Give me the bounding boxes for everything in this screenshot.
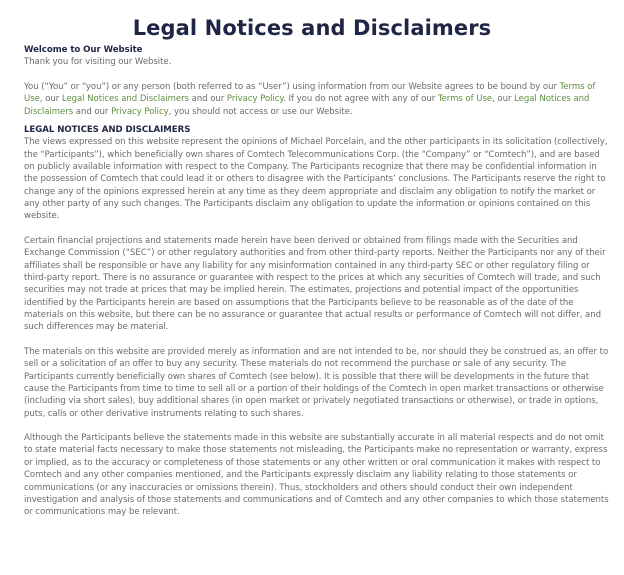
agreement-text: and our <box>73 106 112 117</box>
page-content <box>24 44 610 531</box>
terms-of-use-link[interactable]: Terms of Use <box>437 94 493 105</box>
agreement-paragraph <box>24 81 610 118</box>
agreement-text: , you should not access or use our Website. <box>168 106 353 117</box>
privacy-policy-link[interactable]: Privacy Policy <box>111 106 169 117</box>
legal-notices-link[interactable]: Legal Notices and Disclaimers <box>61 94 189 105</box>
privacy-policy-link[interactable]: Privacy Policy <box>226 94 284 105</box>
welcome-heading: Welcome to Our Website <box>24 45 143 55</box>
welcome-section <box>24 44 610 69</box>
legal-heading: LEGAL NOTICES AND DISCLAIMERS <box>24 125 191 136</box>
page-title: Legal Notices and Disclaimers <box>132 16 492 41</box>
terms-of-use-link[interactable]: Terms of Use <box>24 82 596 105</box>
legal-paragraph: Although the Participants believe the statements made in this website are substantially accurate in all material respects and do not omit to state material facts necessary to make those statements not misleading, the Participants make no representation or warranty, express or implied, as to the accuracy or completeness of those statements or any other written or oral communication it makes with respect to Comtech and any other companies mentioned, and the Participants expressly disclaim any liability relating to those statements or communications (or any inaccuracies or omissions therein). Thus, stockholders and others should conduct their own independent investigation and analysis of those statements and communications and of Comtech and any other companies to which those statements or communications may be relevant. <box>24 433 609 518</box>
agreement-text: , our <box>492 94 515 105</box>
legal-paragraph: The views expressed on this website represent the opinions of Michael Porcelain, and the other participants in its solicitation (collectively, the “Participants”), which beneficially own shares of Comtech Telecommunications Corp. (the “Company” or “Comtech”), and are based on publicly available information with respect to the Company. The Participants recognize that there may be confidential information in the possession of Comtech that could lead it or others to disagree with the Participants’ conclusions. The Participants reserve the right to change any of the opinions expressed herein at any time as they deem appropriate and disclaim any obligation to notify the market or any other party of any such changes. The Participants disclaim any obligation to update the information or opinions contained on this website. <box>24 137 608 222</box>
legal-paragraph: The materials on this website are provided merely as information and are not intended to be, nor should they be construed as, an offer to sell or a solicitation of an offer to buy any security. These materials do not recommend the purchase or sale of any security. The Participants currently beneficially own shares of Comtech (see below). It is possible that there will be developments in the future that cause the Participants from time to time to sell all or a portion of their holdings of the Comtech in open market transactions or otherwise (including via short sales), buy additional shares (in open market or privately negotiated transactions or otherwise), or trade in options, puts, calls or other derivative instruments relating to such shares. <box>24 346 609 419</box>
agreement-text: You (“You” or “you”) or any person (both referred to as “User”) using information from our Website agrees to be bound by our <box>24 82 560 93</box>
agreement-text: . If you do not agree with any of our <box>283 94 438 105</box>
legal-notices-link[interactable]: Legal Notices and Disclaimers <box>24 94 590 117</box>
spacer <box>24 69 610 81</box>
legal-paragraph: Certain financial projections and statements made herein have been derived or obtained from filings made with the Securities and Exchange Commission (“SEC”) or other regulatory authorities and from other third-party reports. Neither the Participants nor any of their affiliates shall be responsible or have any liability for any misinformation contained in any third-party SEC or other regulatory filing or third-party report. There is no assurance or guarantee with respect to the prices at which any securities of Comtech will trade, and such securities may not trade at prices that may be implied herein. The estimates, projections and potential impact of the opportunities identified by the Participants herein are based on assumptions that the Participants believe to be reasonable as of the date of the materials on this website, but there can be no assurance or guarantee that actual results or performance of Comtech will not differ, and such differences may be material. <box>24 235 606 333</box>
welcome-text: Thank you for visiting our Website. <box>24 57 172 68</box>
agreement-text: , our <box>39 94 62 105</box>
agreement-text: and our <box>188 94 227 105</box>
